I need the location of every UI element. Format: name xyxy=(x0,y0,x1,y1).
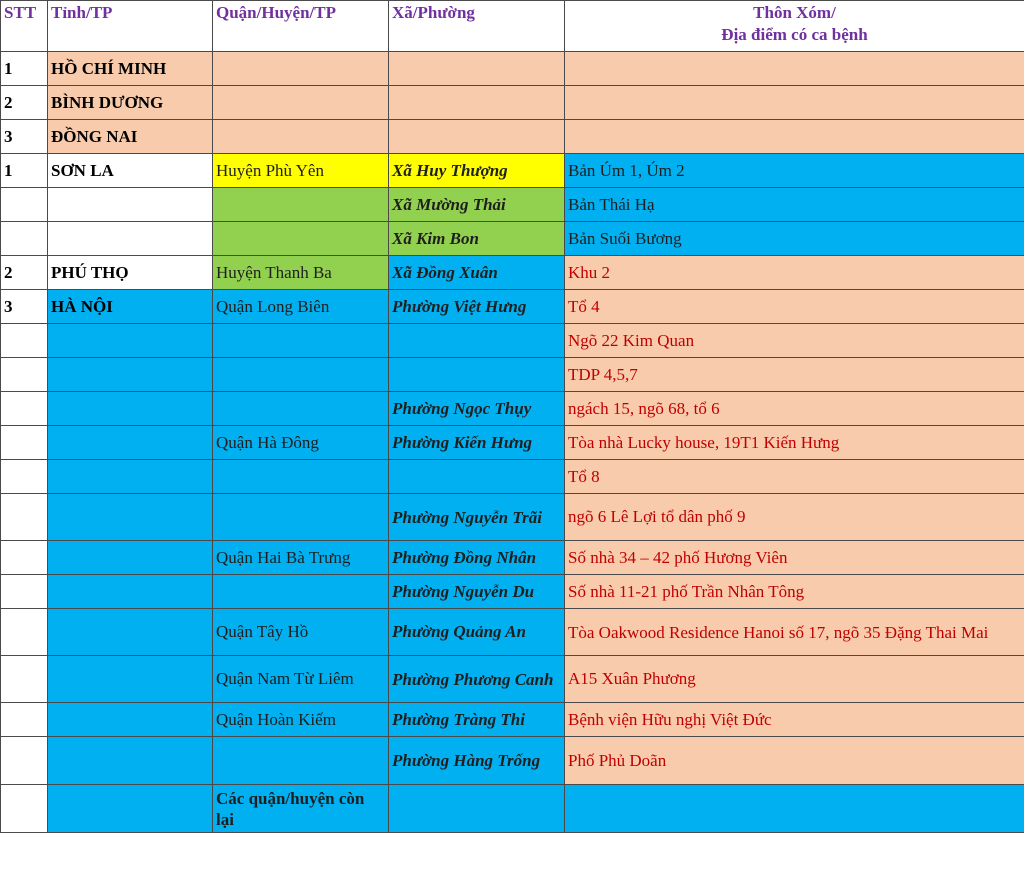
header-thon-line2: Địa điểm có ca bệnh xyxy=(721,25,868,44)
cell-ward: Phường Ngọc Thụy xyxy=(389,392,565,426)
cell-district: Quận Long Biên xyxy=(213,290,389,324)
table-row xyxy=(1,737,1024,785)
table-row xyxy=(1,656,1024,703)
cell-stt xyxy=(1,785,48,833)
table-row xyxy=(1,188,1024,222)
cell-stt xyxy=(1,426,48,460)
cell-district xyxy=(213,188,389,222)
table-row xyxy=(1,222,1024,256)
header-quan: Quận/Huyện/TP xyxy=(213,1,389,52)
cell-province xyxy=(48,785,213,833)
cell-province xyxy=(48,222,213,256)
cell-ward: Phường Việt Hưng xyxy=(389,290,565,324)
table-row xyxy=(1,256,1024,290)
cell-stt xyxy=(1,188,48,222)
cell-ward: Xã Mường Thải xyxy=(389,188,565,222)
table-row xyxy=(1,785,1024,833)
cell-province xyxy=(48,575,213,609)
cell-stt xyxy=(1,703,48,737)
cell-location: A15 Xuân Phương xyxy=(565,656,1024,703)
cell-stt: 1 xyxy=(1,52,48,86)
cell-stt xyxy=(1,358,48,392)
cell-district: Huyện Thanh Ba xyxy=(213,256,389,290)
cell-province: ĐỒNG NAI xyxy=(48,120,213,154)
cell-ward: Phường Nguyễn Trãi xyxy=(389,494,565,541)
cell-district: Quận Hoàn Kiếm xyxy=(213,703,389,737)
cell-district: Các quận/huyện còn lại xyxy=(213,785,389,833)
cell-ward xyxy=(389,120,565,154)
cell-location: Tòa nhà Lucky house, 19T1 Kiến Hưng xyxy=(565,426,1024,460)
table-row xyxy=(1,86,1024,120)
cell-province xyxy=(48,426,213,460)
cell-ward xyxy=(389,52,565,86)
table-row xyxy=(1,541,1024,575)
cell-province xyxy=(48,494,213,541)
table-row xyxy=(1,290,1024,324)
cell-province xyxy=(48,737,213,785)
table-row xyxy=(1,426,1024,460)
cell-ward: Phường Quảng An xyxy=(389,609,565,656)
cell-district: Quận Nam Từ Liêm xyxy=(213,656,389,703)
cell-stt xyxy=(1,575,48,609)
cell-stt: 2 xyxy=(1,86,48,120)
table-row xyxy=(1,120,1024,154)
header-tinh: Tỉnh/TP xyxy=(48,1,213,52)
cell-province xyxy=(48,358,213,392)
cell-ward: Xã Kim Bon xyxy=(389,222,565,256)
cell-location xyxy=(565,86,1024,120)
cell-district xyxy=(213,324,389,358)
cell-ward xyxy=(389,86,565,120)
cell-stt: 1 xyxy=(1,154,48,188)
cell-province: HÀ NỘI xyxy=(48,290,213,324)
cell-location: Bản Úm 1, Úm 2 xyxy=(565,154,1024,188)
cell-province xyxy=(48,541,213,575)
header-row xyxy=(1,1,1024,52)
cell-stt xyxy=(1,392,48,426)
cell-ward xyxy=(389,358,565,392)
cell-district xyxy=(213,358,389,392)
cell-province xyxy=(48,188,213,222)
header-stt: STT xyxy=(1,1,48,52)
cell-location xyxy=(565,52,1024,86)
cell-ward: Phường Nguyễn Du xyxy=(389,575,565,609)
cell-stt: 3 xyxy=(1,120,48,154)
cell-stt xyxy=(1,324,48,358)
table-row xyxy=(1,358,1024,392)
table-row xyxy=(1,154,1024,188)
cell-stt xyxy=(1,460,48,494)
cell-district xyxy=(213,52,389,86)
cell-province xyxy=(48,460,213,494)
cell-district: Quận Hai Bà Trưng xyxy=(213,541,389,575)
cell-stt: 3 xyxy=(1,290,48,324)
cell-location: Tòa Oakwood Residence Hanoi số 17, ngõ 35 Đặng Thai Mai xyxy=(565,609,1024,656)
cell-location: Số nhà 34 – 42 phố Hương Viên xyxy=(565,541,1024,575)
cell-district: Quận Hà Đông xyxy=(213,426,389,460)
cell-ward: Phường Phương Canh xyxy=(389,656,565,703)
table-row xyxy=(1,460,1024,494)
cell-province xyxy=(48,324,213,358)
table-row xyxy=(1,324,1024,358)
cell-district xyxy=(213,737,389,785)
cell-stt xyxy=(1,494,48,541)
cell-province: HỒ CHÍ MINH xyxy=(48,52,213,86)
cell-location: Phố Phủ Doãn xyxy=(565,737,1024,785)
cell-location xyxy=(565,120,1024,154)
cell-location xyxy=(565,785,1024,833)
cell-ward xyxy=(389,785,565,833)
table-row xyxy=(1,575,1024,609)
table-row xyxy=(1,392,1024,426)
cell-location: ngách 15, ngõ 68, tổ 6 xyxy=(565,392,1024,426)
cell-location: Bản Suối Bương xyxy=(565,222,1024,256)
cell-ward: Phường Kiến Hưng xyxy=(389,426,565,460)
cell-location: Bệnh viện Hữu nghị Việt Đức xyxy=(565,703,1024,737)
cell-stt: 2 xyxy=(1,256,48,290)
cell-location: TDP 4,5,7 xyxy=(565,358,1024,392)
table-row xyxy=(1,609,1024,656)
cell-location: Số nhà 11-21 phố Trần Nhân Tông xyxy=(565,575,1024,609)
cell-stt xyxy=(1,609,48,656)
table-row xyxy=(1,494,1024,541)
header-xa: Xã/Phường xyxy=(389,1,565,52)
cell-stt xyxy=(1,737,48,785)
cell-ward: Phường Tràng Thi xyxy=(389,703,565,737)
table-row xyxy=(1,703,1024,737)
cell-ward: Xã Đồng Xuân xyxy=(389,256,565,290)
cell-province: PHÚ THỌ xyxy=(48,256,213,290)
cell-district: Quận Tây Hồ xyxy=(213,609,389,656)
header-thon-line1: Thôn Xóm/ xyxy=(753,3,836,22)
cell-location: Bản Thái Hạ xyxy=(565,188,1024,222)
cell-location: Tổ 4 xyxy=(565,290,1024,324)
header-thon xyxy=(565,1,1024,52)
cell-province xyxy=(48,656,213,703)
cell-location: Tổ 8 xyxy=(565,460,1024,494)
cell-ward: Phường Đồng Nhân xyxy=(389,541,565,575)
cell-district xyxy=(213,575,389,609)
cell-ward: Xã Huy Thượng xyxy=(389,154,565,188)
cell-province xyxy=(48,703,213,737)
cell-province xyxy=(48,609,213,656)
cell-district xyxy=(213,392,389,426)
cell-location: Ngõ 22 Kim Quan xyxy=(565,324,1024,358)
cell-province xyxy=(48,392,213,426)
cell-province: BÌNH DƯƠNG xyxy=(48,86,213,120)
cell-district xyxy=(213,86,389,120)
cell-location: ngõ 6 Lê Lợi tổ dân phố 9 xyxy=(565,494,1024,541)
table-row xyxy=(1,52,1024,86)
cell-ward xyxy=(389,460,565,494)
cell-district xyxy=(213,120,389,154)
cell-district: Huyện Phù Yên xyxy=(213,154,389,188)
cell-stt xyxy=(1,541,48,575)
cell-district xyxy=(213,222,389,256)
cell-location: Khu 2 xyxy=(565,256,1024,290)
cell-stt xyxy=(1,222,48,256)
cell-ward: Phường Hàng Trống xyxy=(389,737,565,785)
cell-stt xyxy=(1,656,48,703)
cell-district xyxy=(213,460,389,494)
cell-ward xyxy=(389,324,565,358)
cell-province: SƠN LA xyxy=(48,154,213,188)
cell-district xyxy=(213,494,389,541)
